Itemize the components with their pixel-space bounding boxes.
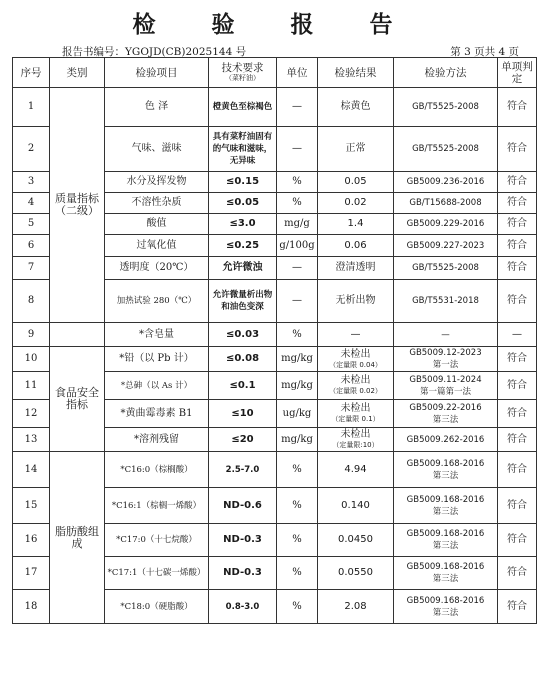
method-clause: 第一篇第一法: [419, 386, 471, 397]
method-cell: [394, 524, 498, 557]
category-empty: [50, 323, 105, 347]
tech-requirement: 0.8-3.0: [209, 590, 277, 624]
result-cell: [318, 323, 394, 347]
unit: %: [277, 488, 318, 524]
result-value: 0.02: [344, 197, 367, 208]
item-name: *溶剂残留: [105, 428, 209, 452]
method-standard: GB5009.168-2016: [406, 562, 485, 572]
item-name: *黄曲霉毒素 B1: [105, 400, 209, 428]
tech-requirement: ≤0.05: [209, 193, 277, 214]
result-cell: [318, 590, 394, 624]
header-category: 类别: [50, 58, 105, 88]
result-value: 0.0450: [338, 534, 373, 545]
item-name: 过氧化值: [105, 235, 209, 257]
method-cell: [394, 193, 498, 214]
unit: mg/kg: [277, 428, 318, 452]
result-value: 1.4: [347, 218, 364, 229]
method-standard: GB5009.168-2016: [406, 458, 485, 469]
unit: —: [277, 88, 318, 127]
result-value: 无析出物: [335, 295, 376, 306]
row-number: 11: [13, 372, 50, 400]
verdict: 符合: [498, 372, 537, 400]
verdict: 符合: [498, 557, 537, 590]
method-standard: GB5009.22-2016: [409, 402, 482, 413]
result-cell: [318, 400, 394, 428]
tech-requirement: ≤0.25: [209, 235, 277, 257]
header-unit: 单位: [277, 58, 318, 88]
result-cell: [318, 172, 394, 193]
result-cell: [318, 193, 394, 214]
verdict: 符合: [498, 172, 537, 193]
category-fatty: 脂肪酸组成: [50, 452, 105, 624]
tech-requirement: ≤20: [209, 428, 277, 452]
row-number: 4: [13, 193, 50, 214]
row-number: 6: [13, 235, 50, 257]
method-standard: —: [441, 329, 450, 340]
result-value: 4.94: [344, 463, 367, 475]
result-value: 澄清透明: [335, 262, 376, 273]
method-cell: [394, 172, 498, 193]
method-standard: GB/T5525-2008: [412, 102, 479, 112]
category-safety: 食品安全指标: [50, 347, 105, 452]
tech-requirement: 橙黄色至棕褐色: [209, 88, 277, 127]
method-standard: GB5009.229-2016: [406, 219, 485, 229]
report-number-value: YGOJD(CB)2025144 号: [125, 46, 247, 58]
verdict: 符合: [498, 347, 537, 372]
method-standard: GB/T5525-2008: [412, 263, 479, 273]
verdict: 符合: [498, 400, 537, 428]
item-name: 加热试验 280（℃）: [105, 280, 209, 323]
item-name: *C17:1（十七碳一烯酸）: [105, 557, 209, 590]
result-cell: [318, 452, 394, 488]
item-name: *C16:0（棕榈酸）: [105, 452, 209, 488]
header-tech-req-label: 技术要求: [221, 62, 264, 74]
result-cell: [318, 488, 394, 524]
report-table: [12, 57, 537, 624]
header-method: 检验方法: [394, 58, 498, 88]
method-clause: 第三法: [432, 607, 459, 618]
result-cell: [318, 524, 394, 557]
result-value: 0.140: [341, 499, 370, 511]
unit: %: [277, 524, 318, 557]
method-standard: GB5009.168-2016: [406, 595, 485, 606]
tech-requirement: ≤10: [209, 400, 277, 428]
result-note: （定量限 0.04）: [329, 360, 382, 369]
tech-requirement: ≤0.1: [209, 372, 277, 400]
header-verdict: 单项判定: [498, 58, 537, 88]
item-name: 气味、滋味: [105, 127, 209, 172]
result-value: 未检出: [340, 348, 371, 360]
header-no: 序号: [13, 58, 50, 88]
unit: %: [277, 590, 318, 624]
method-standard: GB/T5531-2018: [412, 296, 479, 306]
result-cell: [318, 347, 394, 372]
result-cell: [318, 557, 394, 590]
row-number: 7: [13, 257, 50, 280]
result-note: （定量限:10）: [332, 441, 379, 449]
result-value: —: [350, 328, 361, 340]
method-clause: 第三法: [432, 506, 459, 517]
result-value: 0.06: [344, 239, 367, 251]
table-row: [13, 323, 537, 347]
method-cell: [394, 214, 498, 235]
row-number: 3: [13, 172, 50, 193]
method-cell: [394, 235, 498, 257]
unit: %: [277, 193, 318, 214]
method-cell: [394, 372, 498, 400]
result-value: 0.05: [344, 176, 367, 187]
unit: %: [277, 452, 318, 488]
unit: mg/g: [277, 214, 318, 235]
method-standard: GB5009.262-2016: [406, 434, 485, 445]
tech-requirement: ND-0.3: [209, 557, 277, 590]
result-note: （定量限 0.1）: [331, 415, 380, 423]
table-header-row: [13, 58, 537, 88]
item-name: *含皂量: [105, 323, 209, 347]
page-info: 第 3 页共 4 页: [450, 46, 519, 58]
table-row: [13, 88, 537, 127]
unit: ug/kg: [277, 400, 318, 428]
result-cell: [318, 127, 394, 172]
result-note: （定量限 0.02）: [329, 387, 382, 395]
row-number: 13: [13, 428, 50, 452]
row-number: 1: [13, 88, 50, 127]
method-clause: 第三法: [432, 574, 459, 584]
verdict: 符合: [498, 488, 537, 524]
row-number: 12: [13, 400, 50, 428]
method-cell: [394, 323, 498, 347]
method-standard: GB5009.11-2024: [409, 374, 482, 385]
verdict: 符合: [498, 428, 537, 452]
method-cell: [394, 400, 498, 428]
row-number: 2: [13, 127, 50, 172]
tech-requirement: 2.5-7.0: [209, 452, 277, 488]
verdict: 符合: [498, 452, 537, 488]
header-item: 检验项目: [105, 58, 209, 88]
verdict: 符合: [498, 524, 537, 557]
method-cell: [394, 257, 498, 280]
result-cell: [318, 235, 394, 257]
result-cell: [318, 88, 394, 127]
item-name: 透明度（20℃）: [105, 257, 209, 280]
unit: —: [277, 127, 318, 172]
verdict: —: [498, 323, 537, 347]
method-clause: 第一法: [432, 360, 459, 370]
report-number-label: 报告书编号：: [62, 46, 125, 58]
method-clause: 第三法: [432, 541, 459, 551]
result-value: 棕黄色: [340, 101, 371, 112]
method-standard: GB5009.227-2023: [406, 240, 485, 251]
result-value: 0.0550: [338, 567, 373, 578]
method-standard: GB5009.236-2016: [406, 177, 485, 187]
tech-requirement: ≤0.08: [209, 347, 277, 372]
row-number: 5: [13, 214, 50, 235]
row-number: 14: [13, 452, 50, 488]
table-row: [13, 347, 537, 372]
unit: %: [277, 172, 318, 193]
method-cell: [394, 88, 498, 127]
row-number: 8: [13, 280, 50, 323]
method-cell: [394, 280, 498, 323]
result-cell: [318, 257, 394, 280]
item-name: *总砷（以 As 计）: [105, 372, 209, 400]
report-title: 检 验 报 告: [132, 12, 417, 38]
result-value: 未检出: [340, 403, 371, 414]
unit: mg/kg: [277, 347, 318, 372]
unit: —: [277, 280, 318, 323]
tech-requirement: ND-0.3: [209, 524, 277, 557]
method-clause: 第三法: [432, 470, 459, 481]
tech-requirement: ≤3.0: [209, 214, 277, 235]
table-row: [13, 452, 537, 488]
tech-requirement: ≤0.03: [209, 323, 277, 347]
unit: —: [277, 257, 318, 280]
method-clause: 第三法: [432, 414, 459, 425]
verdict: 符合: [498, 280, 537, 323]
verdict: 符合: [498, 193, 537, 214]
result-cell: [318, 428, 394, 452]
item-name: *C16:1（棕榈一烯酸）: [105, 488, 209, 524]
tech-requirement: 允许微量析出物和油色变深: [209, 280, 277, 323]
method-standard: GB/T15688-2008: [409, 198, 482, 208]
method-standard: GB5009.168-2016: [406, 494, 485, 505]
header-tech-req: [209, 58, 277, 88]
method-cell: [394, 488, 498, 524]
method-cell: [394, 557, 498, 590]
result-cell: [318, 280, 394, 323]
verdict: 符合: [498, 235, 537, 257]
method-standard: GB/T5525-2008: [412, 144, 479, 154]
result-cell: [318, 214, 394, 235]
category-quality: 质量指标（二级）: [50, 88, 105, 323]
tech-requirement: 具有菜籽油固有的气味和滋味，无异味: [209, 127, 277, 172]
item-name: 酸值: [105, 214, 209, 235]
unit: %: [277, 557, 318, 590]
method-cell: [394, 428, 498, 452]
method-cell: [394, 452, 498, 488]
row-number: 18: [13, 590, 50, 624]
item-name: 色 泽: [105, 88, 209, 127]
row-number: 9: [13, 323, 50, 347]
tech-requirement: ≤0.15: [209, 172, 277, 193]
unit: g/100g: [277, 235, 318, 257]
method-standard: GB5009.12-2023: [409, 348, 482, 358]
verdict: 符合: [498, 127, 537, 172]
unit: %: [277, 323, 318, 347]
verdict: 符合: [498, 257, 537, 280]
verdict: 符合: [498, 214, 537, 235]
result-value: 正常: [345, 143, 366, 154]
item-name: *C17:0（十七烷酸）: [105, 524, 209, 557]
item-name: 不溶性杂质: [105, 193, 209, 214]
result-value: 未检出: [340, 375, 371, 386]
method-cell: [394, 347, 498, 372]
tech-requirement: ND-0.6: [209, 488, 277, 524]
verdict: 符合: [498, 590, 537, 624]
unit: mg/kg: [277, 372, 318, 400]
result-cell: [318, 372, 394, 400]
header-result: 检验结果: [318, 58, 394, 88]
method-cell: [394, 590, 498, 624]
result-value: 2.08: [344, 600, 367, 612]
item-name: *铅（以 Pb 计）: [105, 347, 209, 372]
item-name: *C18:0（硬脂酸）: [105, 590, 209, 624]
result-value: 未检出: [340, 429, 371, 440]
verdict: 符合: [498, 88, 537, 127]
table-body: [13, 88, 537, 624]
tech-requirement: 允许微浊: [209, 257, 277, 280]
method-cell: [394, 127, 498, 172]
row-number: 15: [13, 488, 50, 524]
row-number: 16: [13, 524, 50, 557]
header-tech-req-note: （菜籽油）: [225, 74, 260, 82]
row-number: 10: [13, 347, 50, 372]
row-number: 17: [13, 557, 50, 590]
item-name: 水分及挥发物: [105, 172, 209, 193]
method-standard: GB5009.168-2016: [406, 529, 485, 539]
